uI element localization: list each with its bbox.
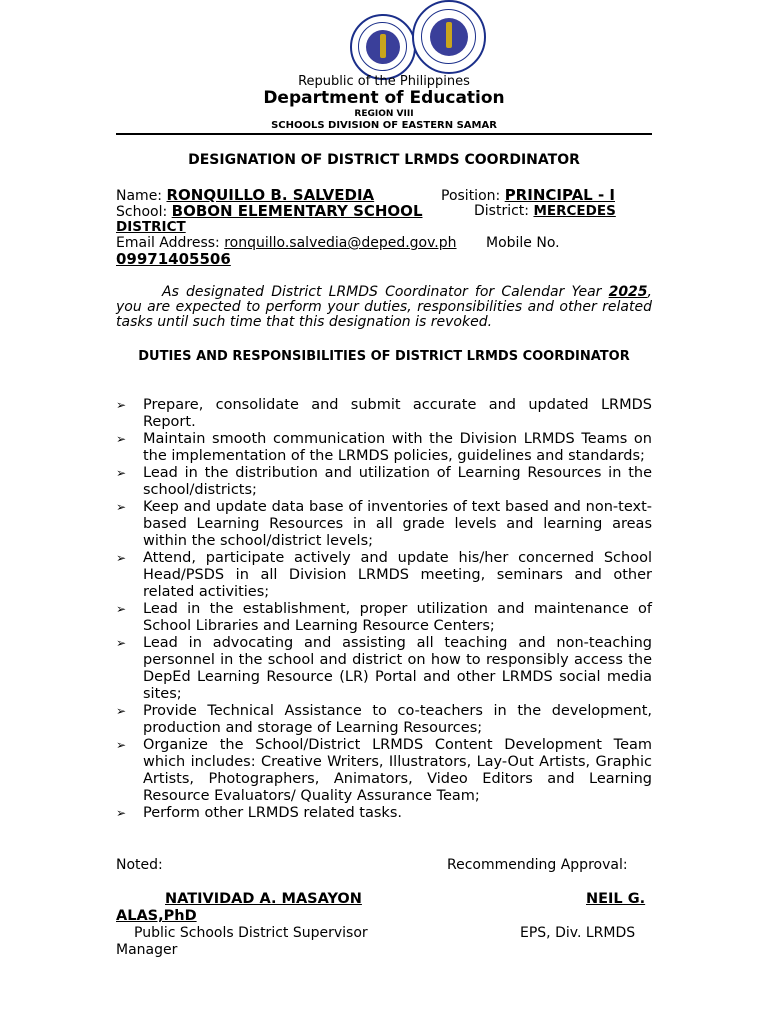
arrow-bullet-icon: ➢ — [116, 466, 127, 480]
duty-item — [116, 465, 652, 499]
duty-item — [116, 550, 652, 601]
school-label: School: — [116, 204, 168, 220]
arrow-bullet-icon: ➢ — [116, 398, 127, 412]
duty-text: Perform other LRMDS related tasks. — [143, 805, 402, 821]
duty-item — [116, 431, 652, 465]
position-line — [441, 187, 615, 204]
intro-after: , you are expected to perform your duties, responsibilities and other related tasks until such time that this designation is revoked. — [116, 284, 652, 330]
email-link[interactable]: ronquillo.salvedia@deped.gov.ph — [224, 235, 457, 251]
duty-text: Provide Technical Assistance to co-teachers in the development, production and storage of Learning Resources; — [143, 703, 652, 736]
arrow-bullet-icon: ➢ — [116, 636, 127, 650]
duty-text: Keep and update data base of inventories of text based and non-text-based Learning Resources in all grade levels and learning areas within the school/district levels; — [143, 499, 652, 549]
mobile-value: 09971405506 — [116, 250, 231, 268]
arrow-bullet-icon: ➢ — [116, 500, 127, 514]
noted-signatory-title: Public Schools District Supervisor — [134, 925, 368, 941]
name-label: Name: — [116, 188, 163, 204]
arrow-bullet-icon: ➢ — [116, 806, 127, 820]
mobile-label: Mobile No. — [486, 235, 560, 251]
duty-text: Lead in the establishment, proper utilization and maintenance of School Libraries and Learning Resource Centers; — [143, 601, 652, 634]
intro-before: As designated District LRMDS Coordinator for Calendar Year — [162, 284, 609, 300]
duty-text: Lead in advocating and assisting all teaching and non-teaching personnel in the school and district on how to responsibly access the DepEd Learning Resource (LR) Portal and other LRMDS social media sites; — [143, 635, 652, 702]
email-line — [116, 235, 457, 251]
noted-label: Noted: — [116, 857, 163, 873]
department-heading: Department of Education — [263, 88, 505, 108]
arrow-bullet-icon: ➢ — [116, 432, 127, 446]
duty-item — [116, 703, 652, 737]
district-value-b: DISTRICT — [116, 219, 186, 235]
rec-signatory-title-a: EPS, Div. LRMDS — [520, 925, 636, 941]
deped-seals — [348, 0, 488, 72]
region-heading: REGION VIII — [354, 109, 414, 119]
district-line — [474, 203, 616, 219]
school-line — [116, 203, 423, 220]
duty-item — [116, 635, 652, 703]
duty-text: Organize the School/District LRMDS Content Development Team which includes: Creative Writers, Illustrators, Lay-Out Artists, Graphic Artists, Photographers, Animators, Video Editors and Learning Resource Evaluators/ Quality Assurance Team; — [143, 737, 652, 804]
position-value: PRINCIPAL - I — [504, 186, 615, 204]
intro-paragraph — [116, 285, 652, 330]
name-value: RONQUILLO B. SALVEDIA — [166, 186, 375, 204]
duty-text: Maintain smooth communication with the Division LRMDS Teams on the implementation of the LRMDS policies, guidelines and standards; — [143, 431, 652, 464]
duty-text: Lead in the distribution and utilization of Learning Resources in the school/districts; — [143, 465, 652, 498]
duties-list — [116, 397, 652, 822]
calendar-year: 2025 — [608, 284, 648, 300]
rec-signatory-title-b: Manager — [116, 942, 178, 958]
duty-item — [116, 737, 652, 805]
division-heading: SCHOOLS DIVISION OF EASTERN SAMAR — [271, 120, 497, 131]
position-label: Position: — [441, 188, 501, 204]
republic-heading: Republic of the Philippines — [298, 74, 470, 89]
district-label: District: — [474, 203, 530, 219]
duty-text: Prepare, consolidate and submit accurate and updated LRMDS Report. — [143, 397, 652, 430]
recommending-label: Recommending Approval: — [447, 857, 628, 873]
district-value-a: MERCEDES — [533, 203, 616, 219]
header-divider — [116, 133, 652, 135]
noted-signatory-name: NATIVIDAD A. MASAYON — [165, 891, 362, 907]
kagawaran-seal-icon — [350, 14, 416, 80]
deped-seal-icon — [412, 0, 486, 74]
document-title: DESIGNATION OF DISTRICT LRMDS COORDINATOR — [188, 152, 580, 168]
mobile-line — [116, 251, 231, 268]
rec-signatory-name-a: NEIL G. — [586, 891, 646, 907]
duty-item — [116, 805, 652, 822]
arrow-bullet-icon: ➢ — [116, 551, 127, 565]
arrow-bullet-icon: ➢ — [116, 704, 127, 718]
rec-signatory-name-b: ALAS,PhD — [116, 908, 197, 924]
arrow-bullet-icon: ➢ — [116, 602, 127, 616]
arrow-bullet-icon: ➢ — [116, 738, 127, 752]
district-line-2 — [116, 219, 186, 235]
email-label: Email Address: — [116, 235, 220, 251]
duty-item — [116, 499, 652, 550]
school-value: BOBON ELEMENTARY SCHOOL — [171, 202, 423, 220]
duty-item — [116, 397, 652, 431]
duties-title: DUTIES AND RESPONSIBILITIES OF DISTRICT LRMDS COORDINATOR — [138, 349, 630, 364]
duty-item — [116, 601, 652, 635]
duty-text: Attend, participate actively and update his/her concerned School Head/PSDS in all Division LRMDS meeting, seminars and other related activities; — [143, 550, 652, 600]
